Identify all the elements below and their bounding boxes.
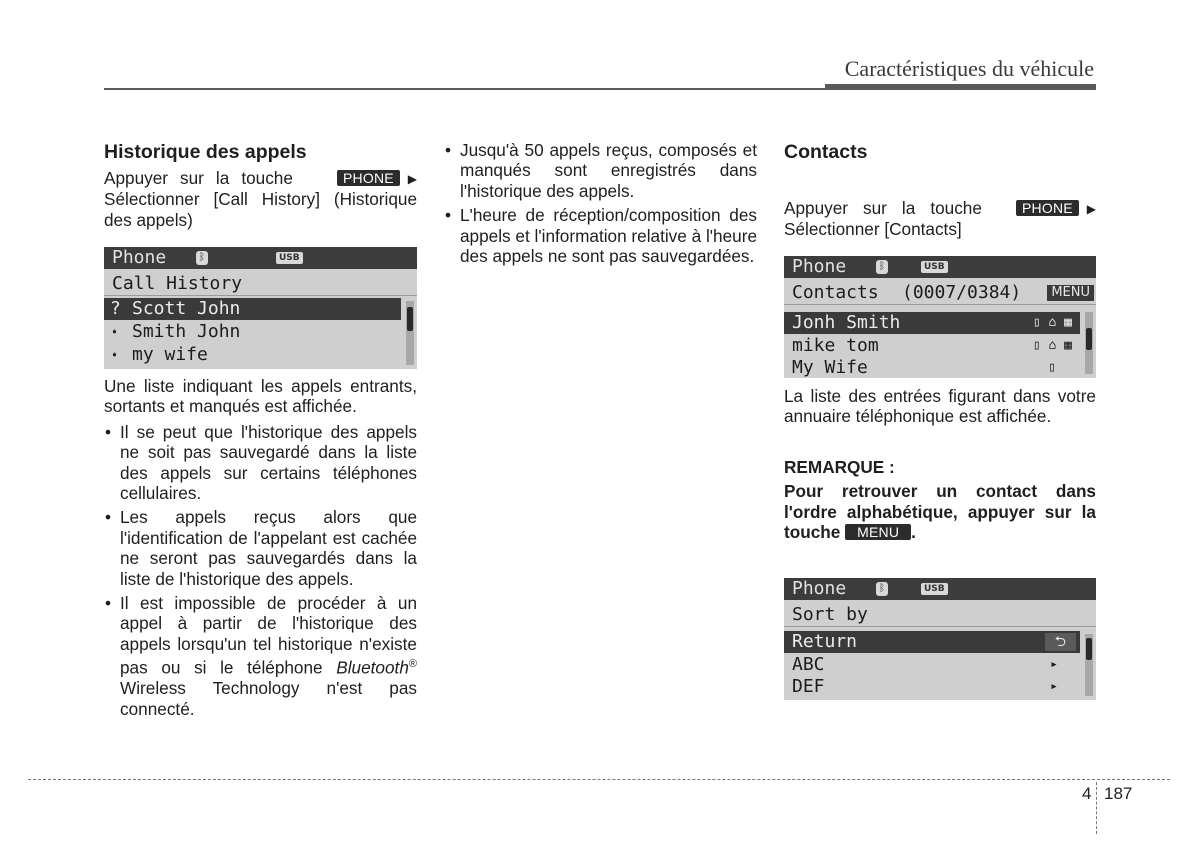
bullet-item: • Il est impossible de procéder à un appel à partir de l'historique des appels lorsqu'un tel historique n'existe pas ou si le téléphone Bluetooth® Wireless Technology n'est pas connecté. — [105, 593, 417, 719]
list-item[interactable] — [104, 321, 417, 343]
contacts-instruction — [784, 198, 1096, 240]
list-item[interactable] — [104, 344, 417, 366]
bullet-text: Il est impossible de procéder à un appel à partir de l'historique des appels lorsqu'un tel historique n'existe pas ou si le téléphone — [120, 593, 417, 679]
list-item-label: Smith John — [132, 321, 241, 342]
bullet-text: Jusqu'à 50 appels reçus, composés et manqués sont enregistrés dans l'historique des appels. — [460, 140, 757, 201]
list-item-label: ABC — [792, 654, 825, 675]
outgoing-call-icon: ➧ — [111, 325, 119, 339]
screen-title: Phone — [112, 247, 167, 268]
call-history-screen — [104, 247, 417, 369]
section-heading-contacts: Contacts — [784, 141, 868, 163]
note-text — [784, 481, 1096, 542]
bullet-item: • Les appels reçus alors que l'identification de l'appelant est cachée ne seront pas sauvegardés dans la liste de l'historique des appels. — [105, 507, 417, 589]
list-item-label: Jonh Smith — [792, 312, 901, 333]
bluetooth-brand: Bluetooth — [336, 658, 409, 679]
call-history-description: Une liste indiquant les appels entrants, sortants et manqués est affichée. — [104, 376, 417, 417]
note-body: Pour retrouver un contact dans l'ordre alphabétique, appuyer sur la touche — [784, 481, 1096, 543]
list-item-label: my wife — [132, 344, 208, 365]
contact-count: (0007/0384) — [902, 282, 1022, 303]
outgoing-call-icon: ➧ — [111, 348, 119, 362]
note-title: REMARQUE : — [784, 456, 895, 477]
bullet-text: Les appels reçus alors que l'identification de l'appelant est cachée ne seront pas sauvegardés dans la liste de l'historique des appels. — [120, 507, 417, 589]
bullet-text: L'heure de réception/composition des appels et l'information relative à l'heure des appels ne sont pas sauvegardées. — [460, 205, 758, 267]
return-icon: ⮌ — [1045, 633, 1076, 651]
left-column-body — [104, 376, 417, 723]
usb-badge: USB — [276, 252, 303, 264]
chapter-number: 4 — [1082, 784, 1092, 803]
screen-titlebar — [784, 256, 1096, 278]
bluetooth-icon: ᛒ — [196, 251, 208, 265]
chevron-right-icon: ▸ — [1050, 679, 1058, 694]
right-column — [784, 140, 1096, 240]
phone-type-icons: ▯ ⌂ ▦ — [1032, 338, 1072, 353]
screen-titlebar — [784, 578, 1096, 600]
running-header-title: Caractéristiques du véhicule — [844, 56, 1094, 81]
middle-column — [444, 140, 757, 270]
sort-by-screen — [784, 578, 1096, 700]
instruction-text-2: Sélectionner [Call History] (Historique des appels) — [104, 189, 417, 230]
bullet-item: • Jusqu'à 50 appels reçus, composés et manqués sont enregistrés dans l'historique des appels. — [445, 140, 757, 201]
page-number: 187 — [1104, 784, 1133, 803]
list-item-label: mike tom — [792, 335, 879, 356]
arrow-right-icon: ▶ — [1086, 202, 1097, 216]
list-item[interactable] — [104, 298, 401, 320]
registered-mark: ® — [408, 658, 417, 671]
bluetooth-icon: ᛒ — [876, 582, 888, 596]
contacts-description: La liste des entrées figurant dans votre annuaire téléphonique est affichée. — [784, 386, 1096, 427]
list-item[interactable] — [784, 631, 1080, 653]
call-history-instruction — [104, 168, 417, 230]
scrollbar-thumb[interactable] — [407, 307, 413, 331]
contacts-screen — [784, 256, 1096, 378]
scrollbar[interactable] — [1085, 312, 1093, 374]
footer-divider — [1096, 782, 1097, 834]
bluetooth-icon: ᛒ — [876, 260, 888, 274]
instruction-text-2: Sélectionner [Contacts] — [784, 219, 962, 240]
footer-rule — [28, 779, 1170, 780]
phone-type-icons: ▯ ⌂ ▦ — [1032, 315, 1072, 330]
note-end: . — [911, 522, 916, 543]
list-item[interactable] — [784, 335, 1096, 357]
menu-button[interactable]: MENU — [1047, 285, 1094, 301]
right-column-body — [784, 386, 1096, 542]
scrollbar[interactable] — [406, 301, 414, 365]
usb-badge: USB — [921, 261, 948, 273]
screen-title: Phone — [792, 578, 847, 599]
list-item-label: DEF — [792, 676, 825, 697]
screen-titlebar — [104, 247, 417, 269]
chevron-right-icon: ▸ — [1050, 657, 1058, 672]
phone-key: PHONE — [337, 170, 400, 186]
instruction-text: Appuyer sur la touche — [784, 198, 982, 218]
scrollbar-thumb[interactable] — [1086, 328, 1092, 350]
left-column — [104, 140, 417, 230]
usb-badge: USB — [921, 583, 948, 595]
list-item[interactable] — [784, 312, 1080, 334]
header-rule-accent — [825, 84, 1096, 90]
menu-key: MENU — [845, 524, 911, 540]
screen-subtitle-row — [784, 604, 1096, 627]
arrow-right-icon: ▶ — [407, 172, 418, 186]
unknown-call-icon: ? — [110, 298, 121, 319]
bullet-text: Il se peut que l'historique des appels ne soit pas sauvegardé dans la liste des appels sur certains téléphones cellulaires. — [120, 421, 417, 504]
screen-subtitle: Sort by — [792, 604, 868, 625]
scrollbar-thumb[interactable] — [1086, 638, 1092, 660]
bullet-item: • L'heure de réception/composition des appels et l'information relative à l'heure des appels ne sont pas sauvegardées. — [445, 205, 758, 267]
list-item[interactable] — [784, 654, 1096, 676]
phone-key: PHONE — [1016, 200, 1079, 216]
section-heading-call-history: Historique des appels — [104, 141, 307, 163]
instruction-text: Appuyer sur la touche — [104, 168, 293, 188]
list-item[interactable] — [784, 357, 1096, 378]
bullet-text: Wireless Technology n'est pas connecté. — [120, 678, 417, 719]
screen-subtitle-row — [104, 273, 417, 296]
list-item[interactable] — [784, 676, 1096, 698]
list-item-label: My Wife — [792, 357, 868, 378]
screen-title: Phone — [792, 256, 847, 277]
list-item-label: Scott John — [132, 298, 241, 319]
scrollbar[interactable] — [1085, 634, 1093, 696]
bullet-item: • Il se peut que l'historique des appels ne soit pas sauvegardé dans la liste des appels sur certains téléphones cellulaires. — [105, 421, 417, 504]
screen-subtitle: Contacts — [792, 282, 879, 303]
list-item-label: Return — [792, 631, 858, 652]
mobile-icon: ▯ — [1048, 360, 1056, 375]
screen-subtitle-row — [784, 282, 1096, 305]
screen-subtitle: Call History — [112, 273, 243, 294]
